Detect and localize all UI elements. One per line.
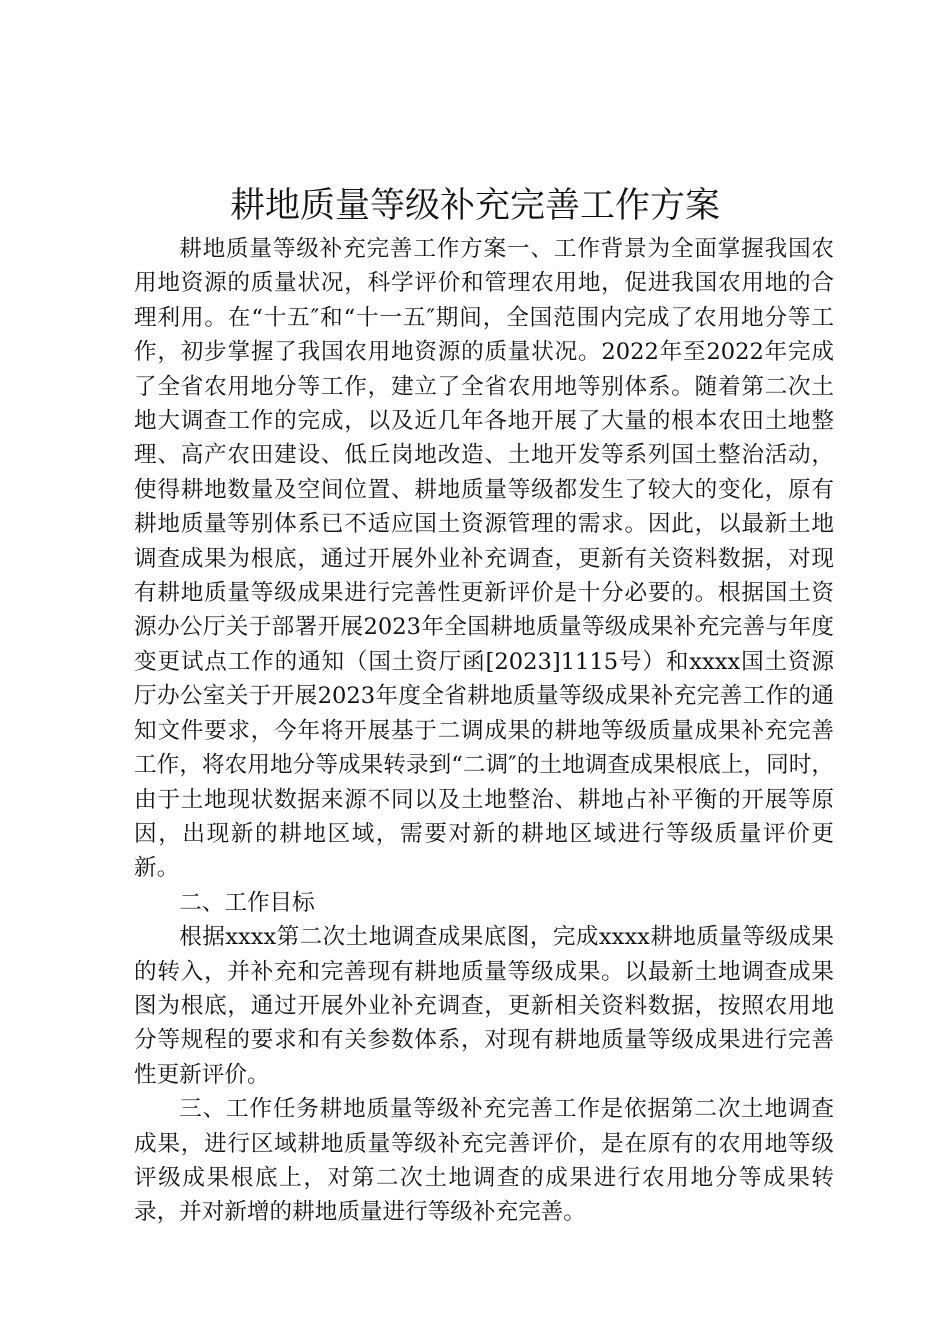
paragraph-tasks: 三、工作任务耕地质量等级补充完善工作是依据第二次土地调查成果，进行区域耕地质量等级补充完善评价，是在原有的农用地等级评级成果根底上，对第二次土地调查的成果进行农用地分等成果转录，并对新增的耕地质量进行等级补充完善。 [134, 1096, 834, 1226]
document-title: 耕地质量等级补充完善工作方案 [229, 186, 720, 226]
paragraph-goals: 根据xxxx第二次土地调查成果底图，完成xxxx耕地质量等级成果的转入，并补充和完善现有耕地质量等级成果。以最新土地调查成果图为根底，通过开展外业补充调查，更新相关资料数据，按照农用地分等规程的要求和有关参数体系，对现有耕地质量等级成果进行完善性更新评价。 [134, 924, 834, 1088]
paragraph-background: 耕地质量等级补充完善工作方案一、工作背景为全面掌握我国农用地资源的质量状况，科学评价和管理农用地，促进我国农用地的合理利用。在“十五″和“十一五″期间，全国范围内完成了农用地分等工作，初步掌握了我国农用地资源的质量状况。2022年至2022年完成了全省农用地分等工作，建立了全省农用地等别体系。随着第二次土地大调查工作的完成，以及近几年各地开展了大量的根本农田土地整理、高产农田建设、低丘岗地改造、土地开发等系列国土整治活动，使得耕地数量及空间位置、耕地质量等级都发生了较大的变化，原有耕地质量等别体系已不适应国土资源管理的需求。因此，以最新土地调查成果为根底，通过开展外业补充调查，更新有关资料数据，对现有耕地质量等级成果进行完善性更新评价是十分必要的。根据国土资源办公厅关于部署开展2023年全国耕地质量等级成果补充完善与年度变更试点工作的通知（国土资厅函[2023]1115号）和xxxx国土资源厅办公室关于开展2023年度全省耕地质量等级成果补充完善工作的通知文件要求，今年将开展基于二调成果的耕地等级质量成果补充完善工作，将农用地分等成果转录到“二调″的土地调查成果根底上，同时，由于土地现状数据来源不同以及土地整治、耕地占补平衡的开展等原因，出现新的耕地区域，需要对新的耕地区域进行等级质量评价更新。 [134, 236, 834, 882]
document-body [134, 232, 834, 1230]
paragraph-goals-heading: 二、工作目标 [179, 889, 315, 916]
